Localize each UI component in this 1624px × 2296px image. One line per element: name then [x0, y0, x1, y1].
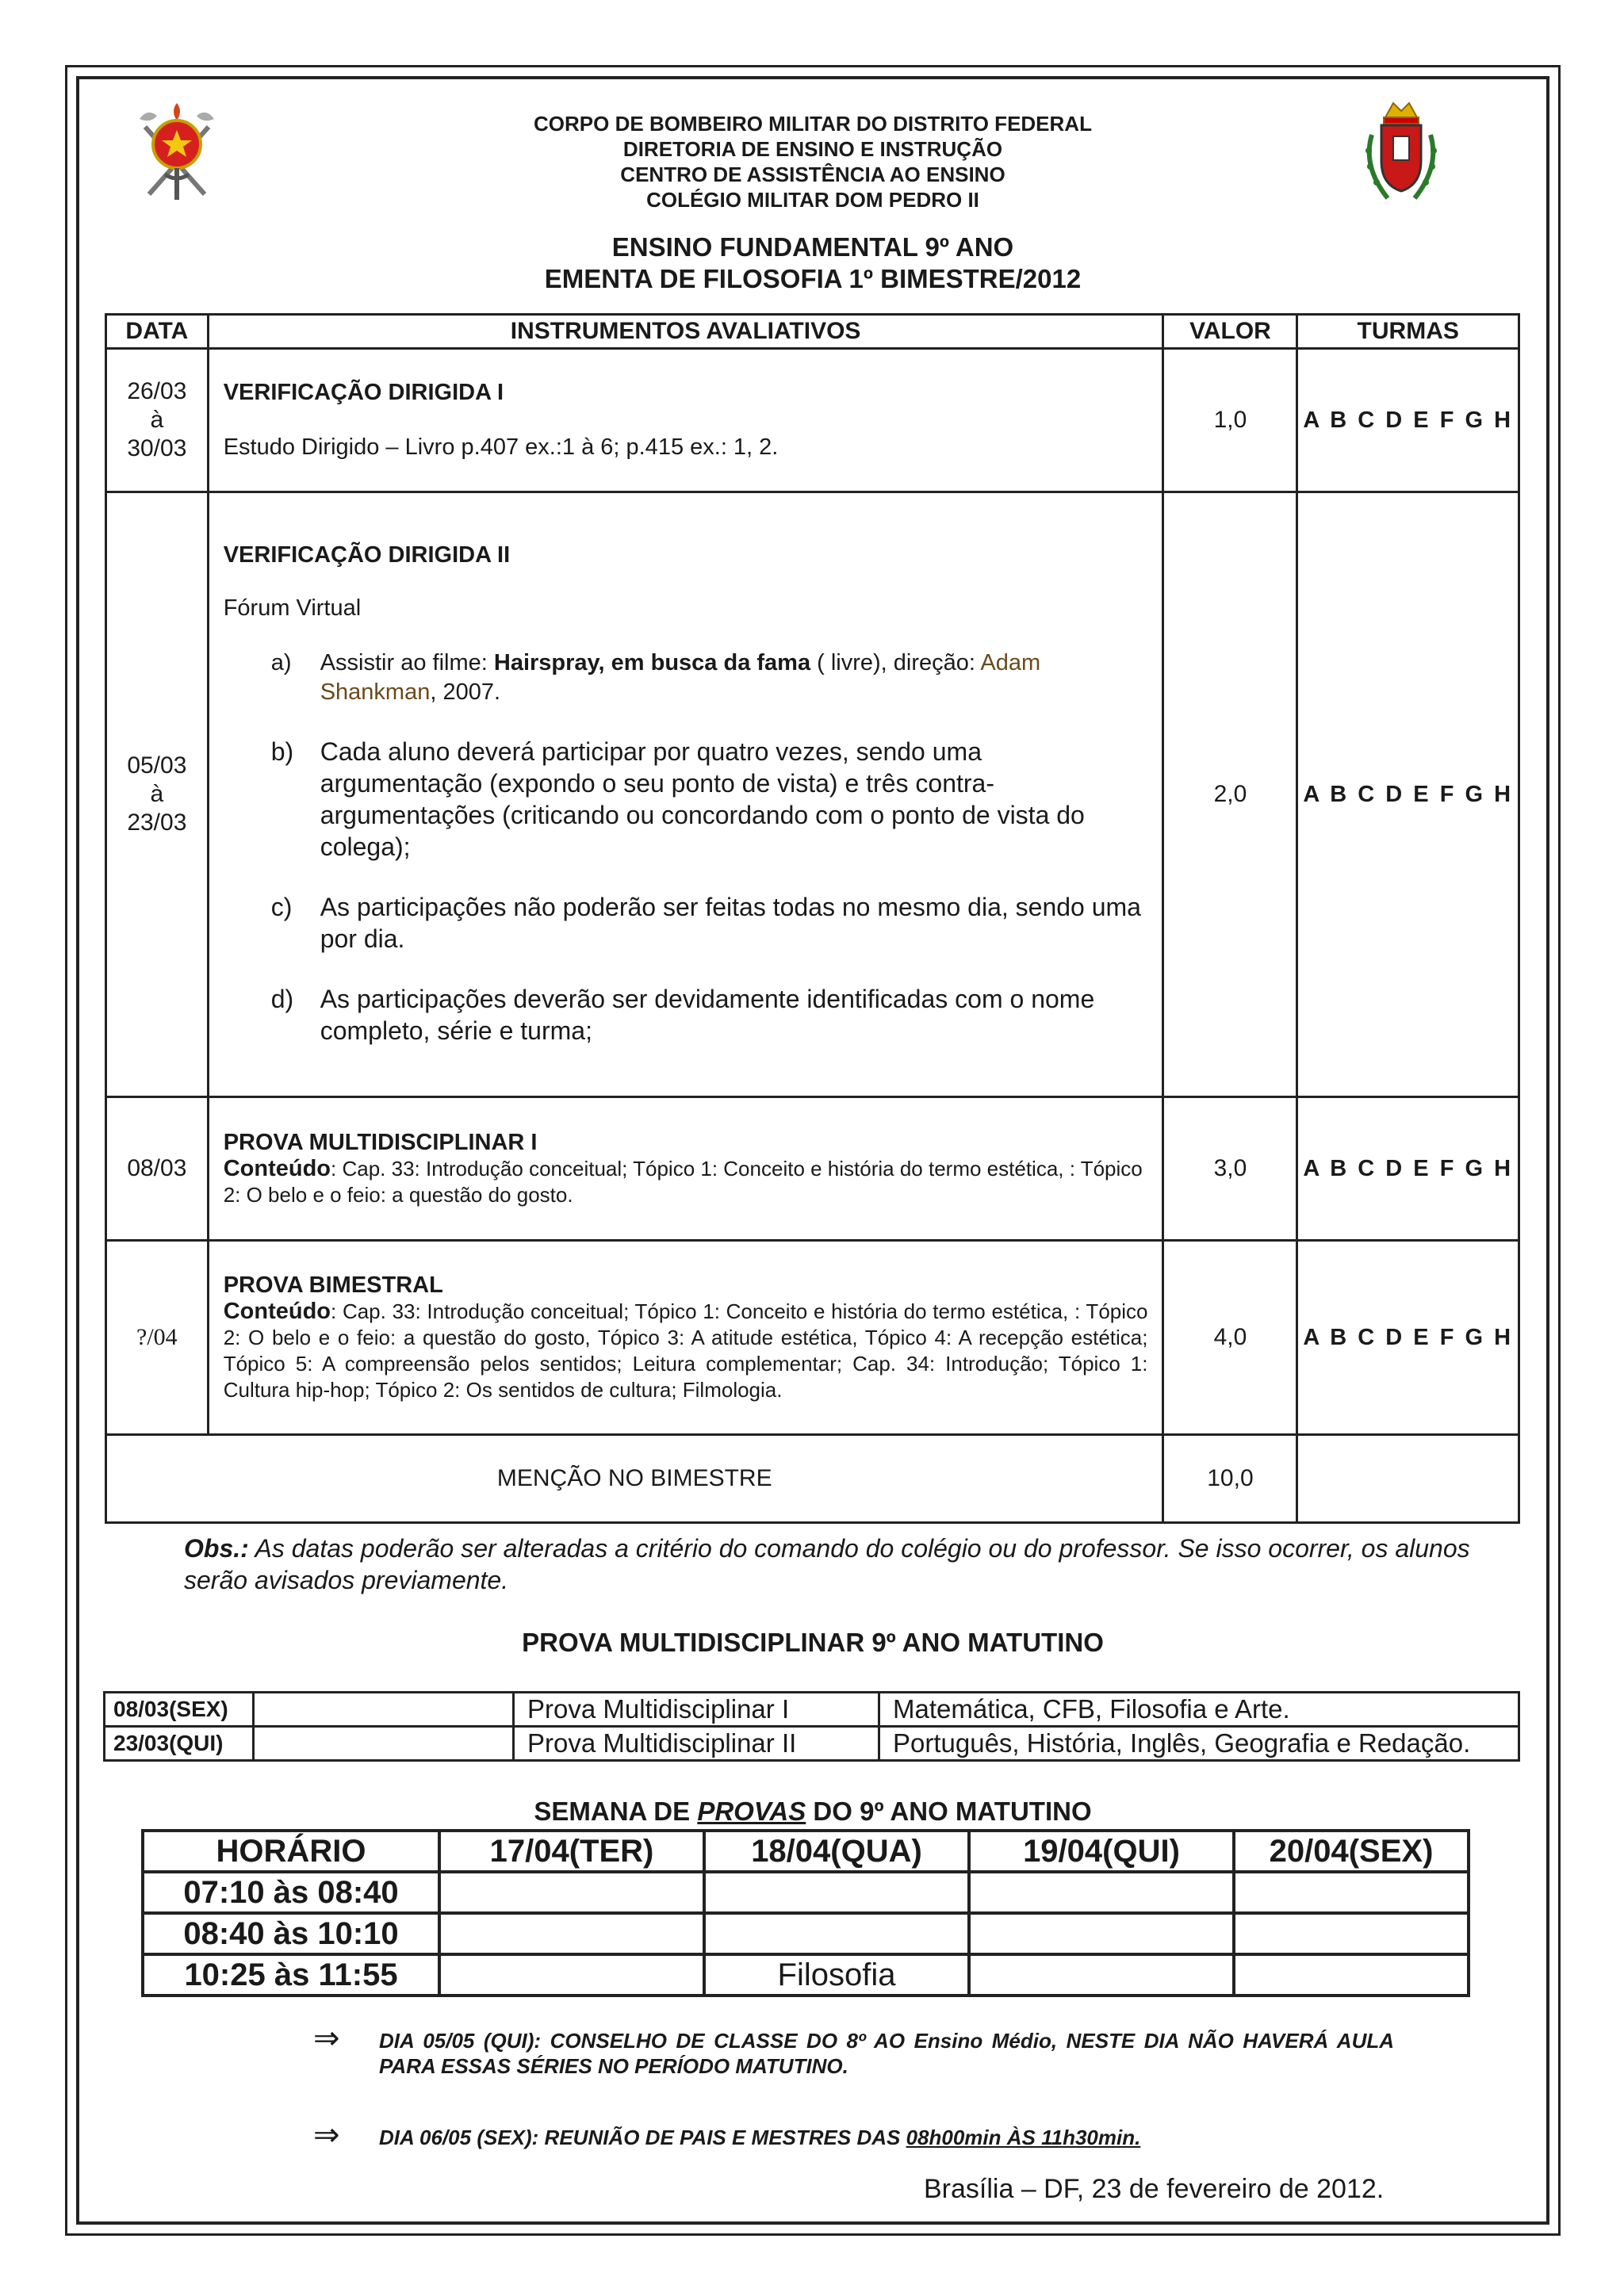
row-instrument: PROVA MULTIDISCIPLINAR I Conteúdo: Cap. 33: Introdução conceitual; Tópico 1: Conceito e história do termo estética, : Tópico 2: O belo e o feio: a questão do gosto. — [209, 1098, 1162, 1239]
institution-line: CORPO DE BOMBEIRO MILITAR DO DISTRITO FEDERAL — [534, 112, 1092, 136]
note-parents-meeting: DIA 06/05 (SEX): REUNIÃO DE PAIS E MESTRES DAS 08h00min ÀS 11h30min. — [379, 2126, 1141, 2149]
row-date: 08/03 — [107, 1098, 207, 1239]
place-date: Brasília – DF, 23 de fevereiro de 2012. — [924, 2174, 1385, 2204]
list-item: c) As participações não poderão ser feitas todas no mesmo dia, sendo uma por dia. — [270, 893, 1141, 953]
column-header-day: 18/04(QUA) — [706, 1832, 967, 1870]
schedule-cell — [441, 1915, 703, 1953]
schedule-cell — [706, 1915, 967, 1953]
time-slot: 07:10 às 08:40 — [144, 1873, 438, 1911]
arrow-right-icon: ⇒ — [313, 2118, 340, 2152]
director-name: Adam Shankman — [320, 650, 1041, 705]
schedule-cell — [971, 1873, 1232, 1911]
table-row — [107, 1242, 1518, 1433]
table-row-total — [107, 1436, 1518, 1521]
column-header-time: HORÁRIO — [144, 1832, 438, 1870]
schedule-cell — [1235, 1956, 1467, 1994]
table-header-row — [144, 1832, 1467, 1870]
schedule-cell — [706, 1873, 967, 1911]
schedule-cell: Filosofia — [706, 1956, 967, 1994]
document-subtitle: EMENTA DE FILOSOFIA 1º BIMESTRE/2012 — [544, 264, 1082, 293]
empty-cell — [1298, 1436, 1518, 1521]
blank-cell — [255, 1693, 512, 1725]
instrument-title: PROVA MULTIDISCIPLINAR I — [223, 1129, 538, 1155]
column-header-day: 19/04(QUI) — [971, 1832, 1232, 1870]
table-row — [107, 1098, 1518, 1239]
row-classes: A B C D E F G H — [1298, 1098, 1518, 1239]
schedule-cell — [1235, 1915, 1467, 1953]
film-title: Hairspray, em busca da fama — [493, 650, 811, 675]
row-instrument — [209, 350, 1162, 491]
row-instrument — [209, 493, 1162, 1096]
table-row — [144, 1956, 1467, 1994]
column-header-instruments: INSTRUMENTOS AVALIATIVOS — [209, 316, 1162, 347]
row-classes: A B C D E F G H — [1298, 1242, 1518, 1433]
row-value: 3,0 — [1164, 1098, 1296, 1239]
schedule-cell — [1235, 1873, 1467, 1911]
institution-line: CENTRO DE ASSISTÊNCIA AO ENSINO — [620, 163, 1005, 186]
schedule-cell — [971, 1956, 1232, 1994]
row-value: 4,0 — [1164, 1242, 1296, 1433]
document-title: ENSINO FUNDAMENTAL 9º ANO — [611, 232, 1014, 262]
exam-name: Prova Multidisciplinar I — [515, 1693, 878, 1725]
time-slot: 08:40 às 10:10 — [144, 1915, 438, 1953]
instrument-title: VERIFICAÇÃO DIRIGIDA I — [223, 380, 504, 405]
exam-week-title: SEMANA DE PROVAS DO 9º ANO MATUTINO — [534, 1797, 1092, 1826]
column-header-date: DATA — [107, 316, 207, 347]
list-item: d) As participações deverão ser devidamente identificadas com o nome completo, série e turma; — [270, 985, 1095, 1045]
row-date: 05/03 à 23/03 — [107, 493, 207, 1096]
row-date: 26/03 à 30/03 — [107, 350, 207, 491]
evaluation-table — [105, 313, 1520, 1524]
institution-line: COLÉGIO MILITAR DOM PEDRO II — [646, 188, 979, 212]
schedule-cell — [971, 1915, 1232, 1953]
instrument-subtitle: Fórum Virtual — [223, 595, 362, 621]
arrow-right-icon: ⇒ — [313, 2021, 340, 2056]
blank-cell — [255, 1728, 512, 1759]
table-row — [107, 350, 1518, 491]
exam-name: Prova Multidisciplinar II — [515, 1728, 878, 1759]
row-value: 1,0 — [1164, 350, 1296, 491]
row-instrument: PROVA BIMESTRAL Conteúdo: Cap. 33: Introdução conceitual; Tópico 1: Conceito e história do termo estética, : Tópico 2: O belo e o feio: a questão do gosto, Tópico 3: A atitude estética, Tópico 4: A recepção estética; Tópico 5: A compreensão pelos sentidos; Leitura complementar; Cap. 34: Introdução; Tópico 1: Cultura hip-hop; Tópico 2: Os sentidos de cultura; Filmologia. — [209, 1242, 1162, 1433]
table-row — [144, 1873, 1467, 1911]
row-classes: A B C D E F G H — [1298, 350, 1518, 491]
total-value: 10,0 — [1164, 1436, 1296, 1521]
schedule-cell — [441, 1873, 703, 1911]
note-council: DIA 05/05 (QUI): CONSELHO DE CLASSE DO 8º AO Ensino Médio, NESTE DIA NÃO HAVERÁ AULA PARA ESSAS SÉRIES NO PERÍODO MATUTINO. — [379, 2029, 1394, 2078]
table-row — [105, 1693, 1518, 1725]
table-row — [144, 1915, 1467, 1953]
column-header-day: 17/04(TER) — [441, 1832, 703, 1870]
table-row — [107, 493, 1518, 1096]
time-slot: 10:25 às 11:55 — [144, 1956, 438, 1994]
exam-week-table — [141, 1829, 1470, 1997]
row-date: ?/04 — [107, 1242, 207, 1433]
list-item: a) Assistir ao filme: Hairspray, em busca da fama ( livre), direção: Adam Shankman, 2007. — [270, 650, 1041, 705]
observation-note: Obs.: As datas poderão ser alteradas a critério do comando do colégio ou do professor. Se isso ocorrer, os alunos serão avisados previamente. — [184, 1534, 1470, 1594]
column-header-value: VALOR — [1164, 316, 1296, 347]
document-header — [79, 111, 1546, 295]
row-value: 2,0 — [1164, 493, 1296, 1096]
instrument-text: Estudo Dirigido – Livro p.407 ex.:1 à 6; p.415 ex.: 1, 2. — [223, 434, 779, 460]
exam-date: 23/03(QUI) — [105, 1728, 252, 1759]
table-row — [105, 1728, 1518, 1759]
institution-line: DIRETORIA DE ENSINO E INSTRUÇÃO — [622, 137, 1003, 161]
multi-exam-title: PROVA MULTIDISCIPLINAR 9º ANO MATUTINO — [522, 1628, 1104, 1657]
instrument-title: PROVA BIMESTRAL — [223, 1272, 443, 1298]
multi-exam-table — [103, 1691, 1520, 1762]
instrument-title: VERIFICAÇÃO DIRIGIDA II — [223, 542, 511, 568]
total-label: MENÇÃO NO BIMESTRE — [107, 1436, 1162, 1521]
list-item: b) Cada aluno deverá participar por quatro vezes, sendo uma argumentação (expondo o seu ponto de vista) e três contra-argumentações (criticando ou concordando com o ponto de vista do colega); — [270, 737, 1085, 861]
exam-subjects: Português, História, Inglês, Geografia e Redação. — [880, 1728, 1518, 1759]
schedule-cell — [441, 1956, 703, 1994]
exam-date: 08/03(SEX) — [105, 1693, 252, 1725]
column-header-classes: TURMAS — [1298, 316, 1518, 347]
column-header-day: 20/04(SEX) — [1235, 1832, 1467, 1870]
exam-subjects: Matemática, CFB, Filosofia e Arte. — [880, 1693, 1518, 1725]
row-classes: A B C D E F G H — [1298, 493, 1518, 1096]
